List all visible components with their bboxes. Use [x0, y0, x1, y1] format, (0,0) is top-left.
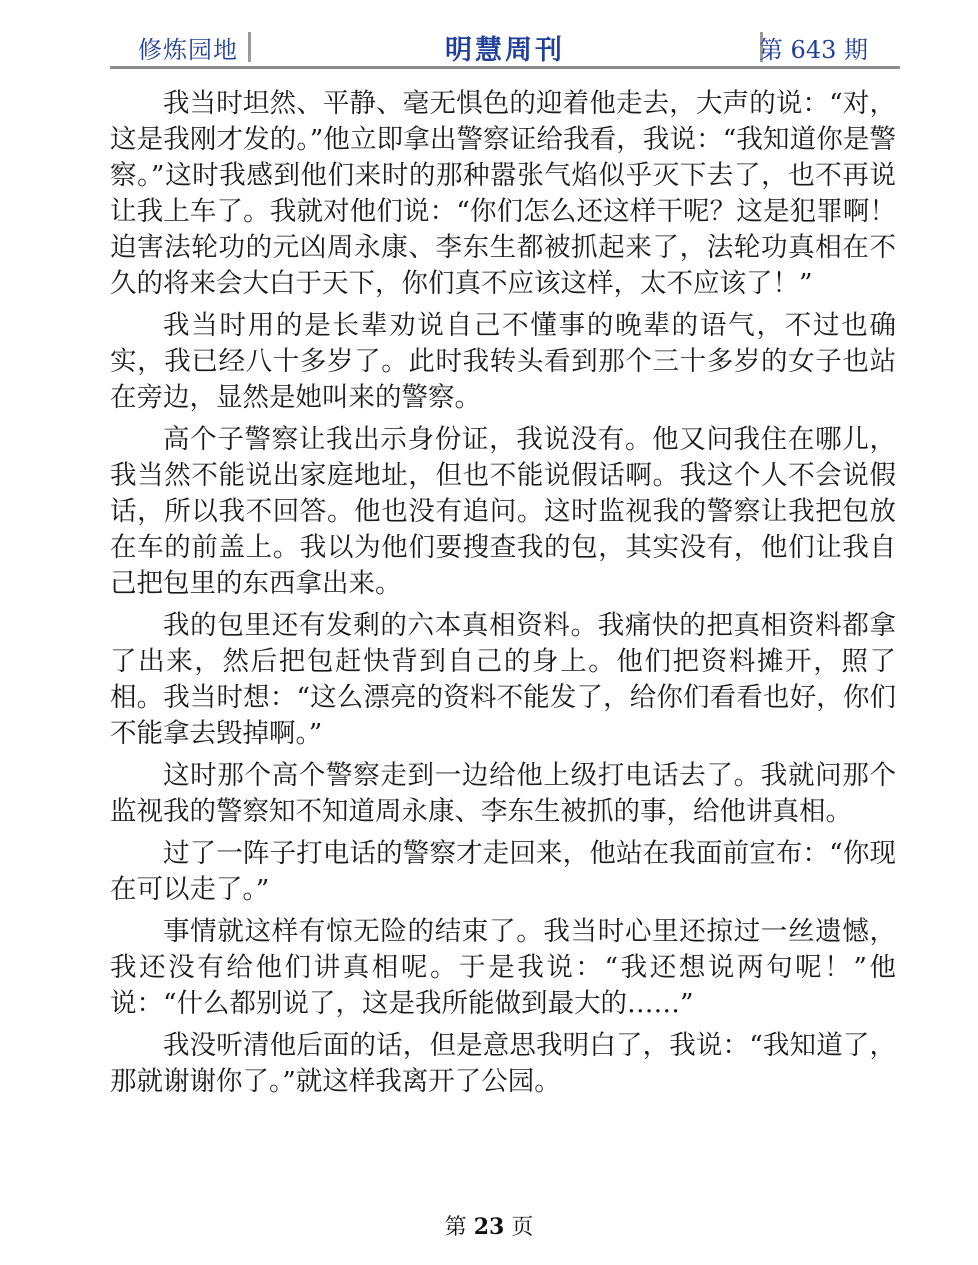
- page-suffix: 页: [511, 1215, 534, 1240]
- page-footer: [0, 1210, 978, 1241]
- paragraph: 我没听清他后面的话，但是意思我明白了，我说：“我知道了，那就谢谢你了。”就这样我离开了公园。: [110, 1030, 896, 1097]
- publication-title: 明慧周刊: [445, 35, 565, 66]
- paragraph: 高个子警察让我出示身份证，我说没有。他又问我住在哪儿，我当然不能说出家庭地址，但也不能说假话啊。我这个人不会说假话，所以我不回答。他也没有追问。这时监视我的警察让我把包放在车的前盖上。我以为他们要搜查我的包，其实没有，他们让我自己把包里的东西拿出来。: [110, 424, 896, 599]
- paragraph: 我的包里还有发剩的六本真相资料。我痛快的把真相资料都拿了出来，然后把包赶快背到自己的身上。他们把资料摊开，照了相。我当时想：“这么漂亮的资料不能发了，给你们看看也好，你们不能拿去毁掉啊。”: [110, 610, 896, 749]
- page-header: [110, 28, 900, 66]
- paragraph: 过了一阵子打电话的警察才走回来，他站在我面前宣布：“你现在可以走了。”: [110, 838, 896, 905]
- issue-number: 第 643 期: [758, 36, 868, 64]
- page-number: 23: [473, 1214, 505, 1240]
- header-rule: [110, 66, 900, 69]
- paragraph: 事情就这样有惊无险的结束了。我当时心里还掠过一丝遗憾，我还没有给他们讲真相呢。于是我说：“我还想说两句呢！”他说：“什么都别说了，这是我所能做到最大的……”: [110, 916, 896, 1019]
- paragraph: 我当时用的是长辈劝说自己不懂事的晚辈的语气，不过也确实，我已经八十多岁了。此时我转头看到那个三十多岁的女子也站在旁边，显然是她叫来的警察。: [110, 310, 896, 413]
- section-label: 修炼园地: [138, 36, 238, 64]
- paragraph: 我当时坦然、平静、毫无惧色的迎着他走去，大声的说：“对，这是我刚才发的。”他立即拿出警察证给我看，我说：“我知道你是警察。”这时我感到他们来时的那种嚣张气焰似乎灭下去了，也不再说让我上车了。我就对他们说：“你们怎么还这样干呢？这是犯罪啊！迫害法轮功的元凶周永康、李东生都被抓起来了，法轮功真相在不久的将来会大白于天下，你们真不应该这样，太不应该了！”: [110, 88, 896, 299]
- page-prefix: 第: [444, 1215, 467, 1240]
- paragraph: 这时那个高个警察走到一边给他上级打电话去了。我就问那个监视我的警察知不知道周永康、李东生被抓的事，给他讲真相。: [110, 760, 896, 827]
- article-body: [110, 86, 896, 1106]
